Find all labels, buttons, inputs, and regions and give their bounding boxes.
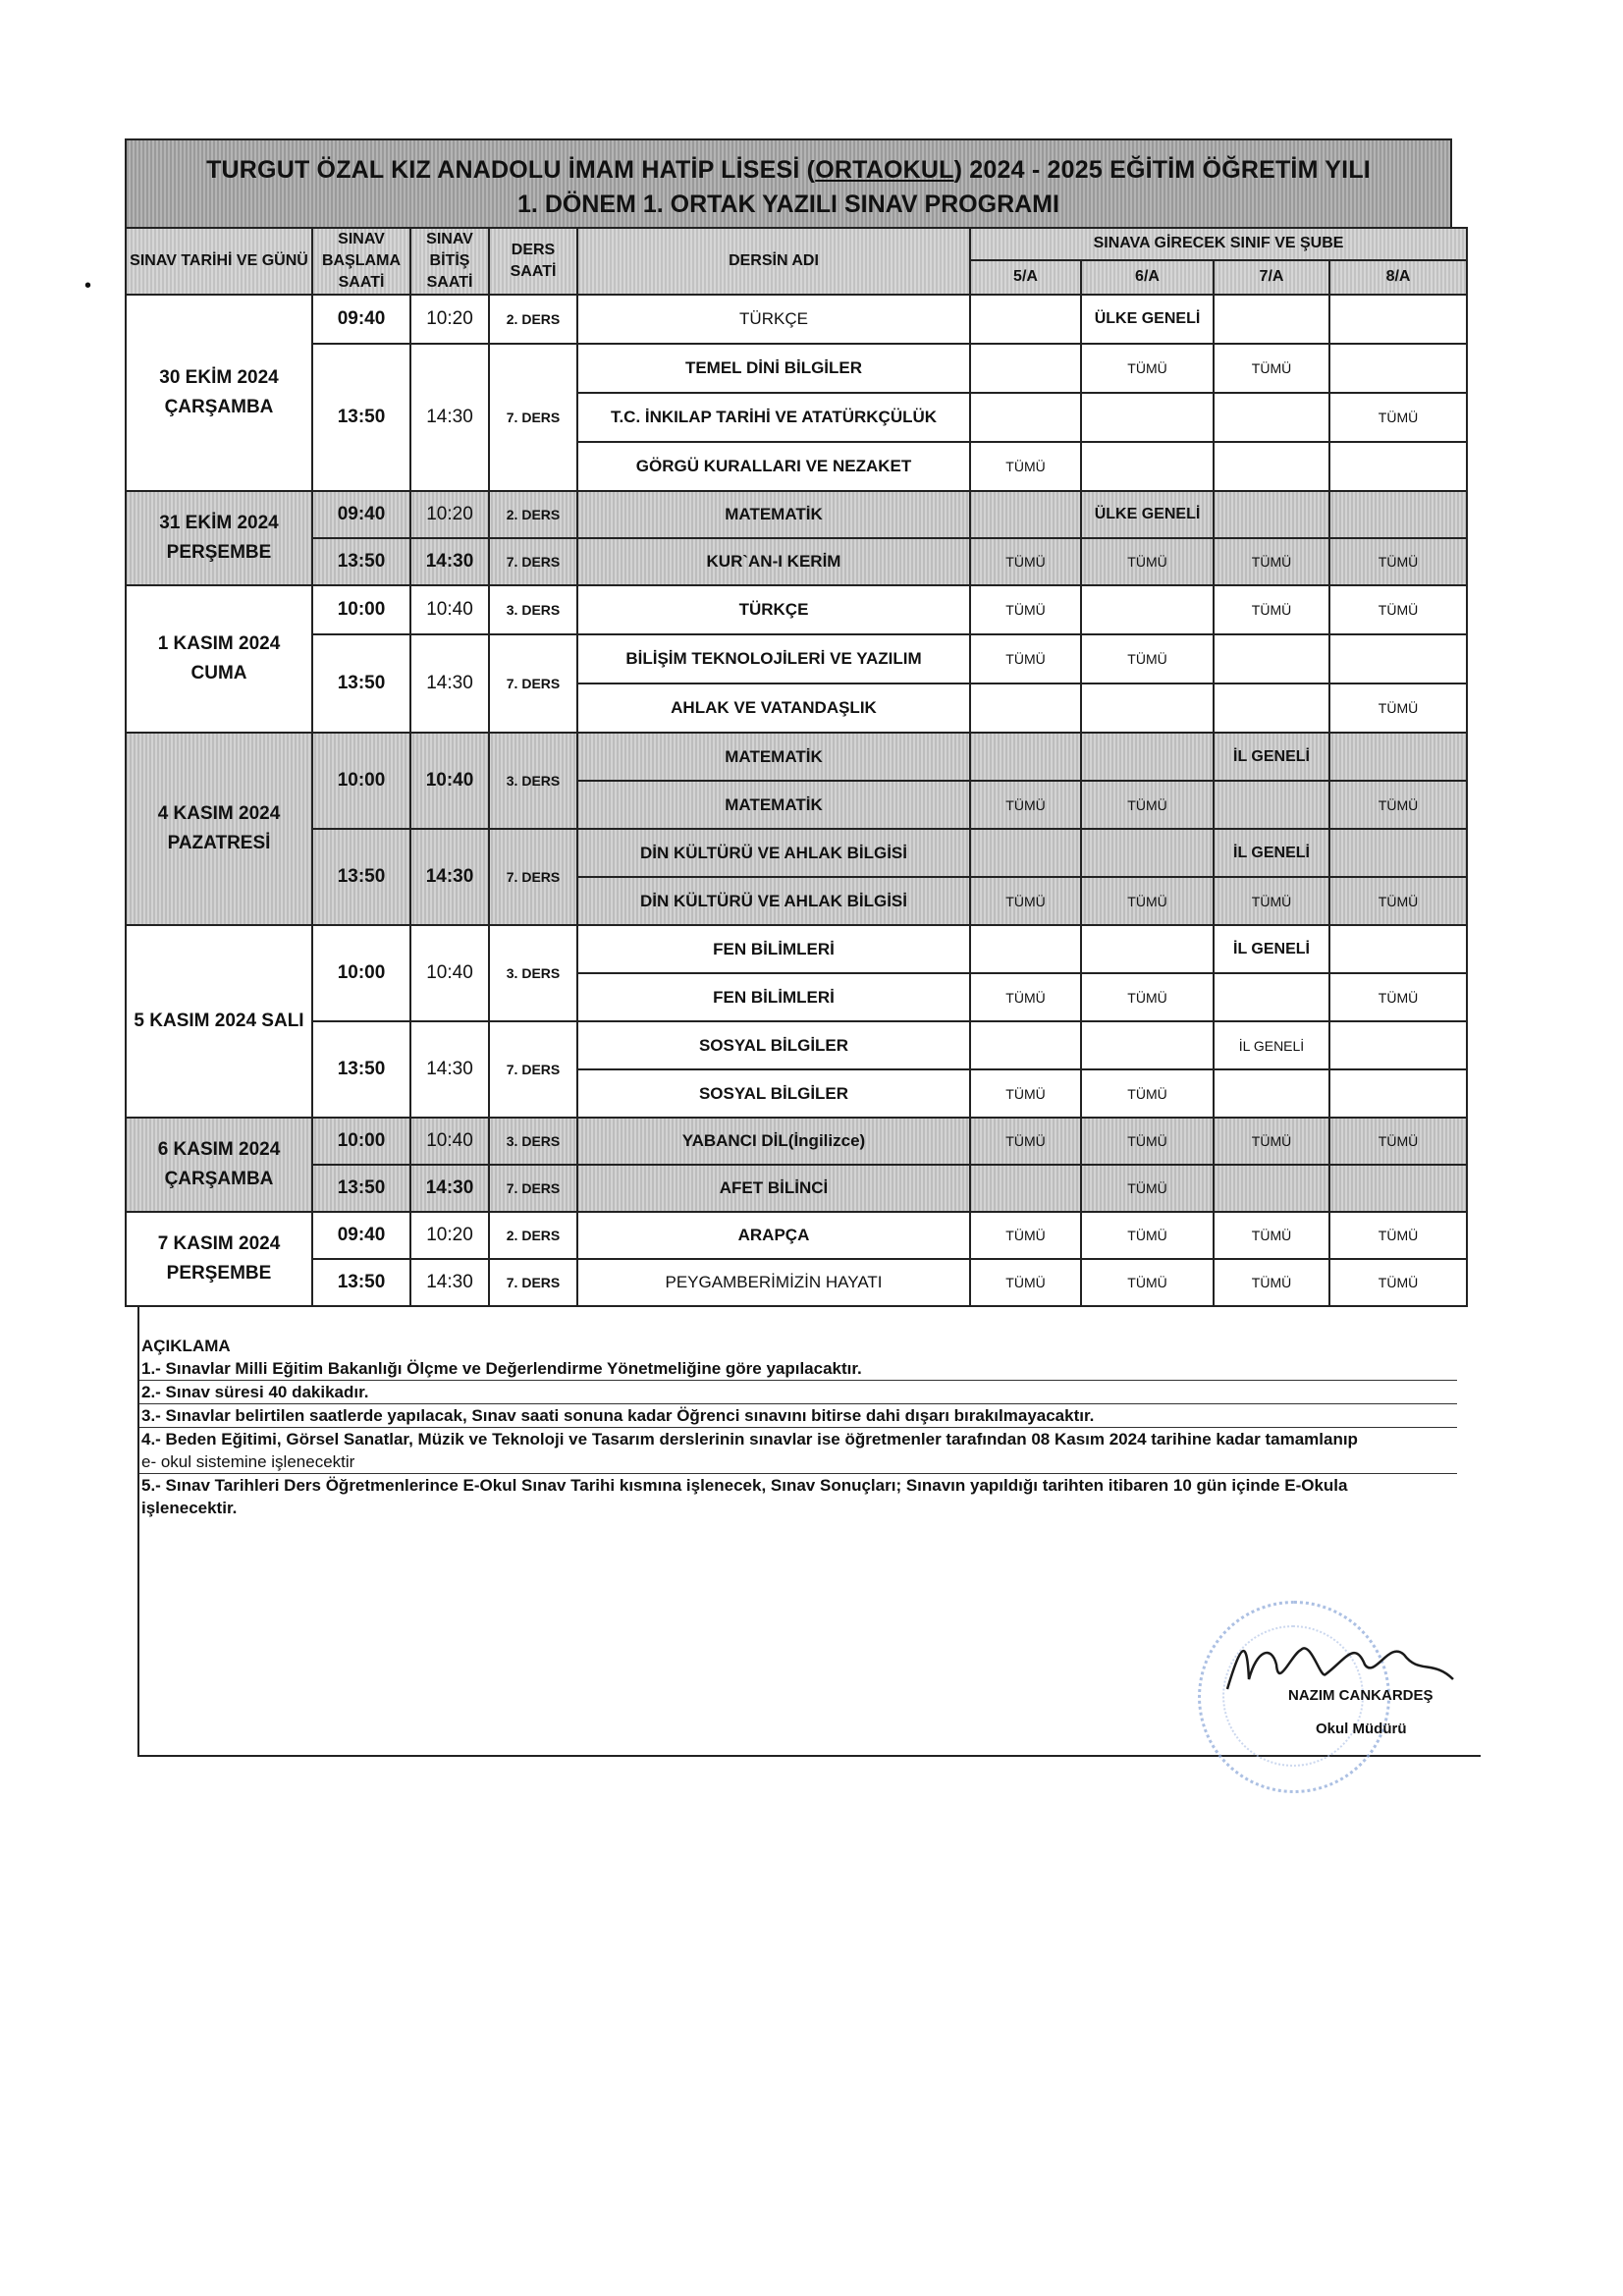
title-line-1: TURGUT ÖZAL KIZ ANADOLU İMAM HATİP LİSESİ (ORTAOKUL) 2024 - 2025 EĞİTİM ÖĞRETİM YILI (206, 156, 1371, 184)
principal-name: NAZIM CANKARDEŞ (1288, 1687, 1434, 1704)
class-cell: TÜMÜ (1214, 1118, 1329, 1165)
table-row (126, 1259, 1467, 1306)
course-name: TEMEL DİNİ BİLGİLER (577, 344, 970, 393)
class-cell: TÜMÜ (1081, 1069, 1214, 1118)
notes-heading: AÇIKLAMA (141, 1337, 231, 1355)
table-row (126, 295, 1467, 344)
class-cell: TÜMÜ (1214, 585, 1329, 634)
course-name: TÜRKÇE (577, 585, 970, 634)
header-class-8a: 8/A (1329, 260, 1467, 295)
lesson-hour: 7. DERS (489, 1021, 577, 1118)
class-cell: TÜMÜ (1329, 1259, 1467, 1306)
note-5b: işlenecektir. (141, 1499, 238, 1517)
day-cell: 30 EKİM 2024 ÇARŞAMBA (126, 295, 312, 491)
course-name: MATEMATİK (577, 733, 970, 781)
end-time: 14:30 (410, 829, 489, 925)
course-name: FEN BİLİMLERİ (577, 925, 970, 973)
class-cell: TÜMÜ (970, 1212, 1081, 1259)
class-cell: TÜMÜ (1329, 538, 1467, 585)
note-5a: 5.- Sınav Tarihleri Ders Öğretmenlerince E-Okul Sınav Tarihi kısmına işlenecek, Sınav Sonuçları; Sınavın yapıldığı tarihten itibaren 10 gün içinde E-Okula (141, 1476, 1348, 1495)
class-cell: TÜMÜ (1081, 1212, 1214, 1259)
table-row (126, 585, 1467, 634)
lesson-hour: 7. DERS (489, 538, 577, 585)
end-time: 14:30 (410, 1259, 489, 1306)
header-class-6a: 6/A (1081, 260, 1214, 295)
class-cell: TÜMÜ (970, 585, 1081, 634)
header-class-5a: 5/A (970, 260, 1081, 295)
header-date: SINAV TARİHİ VE GÜNÜ (126, 228, 312, 295)
lesson-hour: 7. DERS (489, 344, 577, 491)
class-cell: TÜMÜ (970, 781, 1081, 829)
class-cell: TÜMÜ (970, 442, 1081, 491)
day-cell: 7 KASIM 2024 PERŞEMBE (126, 1212, 312, 1306)
lesson-hour: 3. DERS (489, 1118, 577, 1165)
class-cell: TÜMÜ (970, 973, 1081, 1021)
signature-block (1178, 1591, 1473, 1807)
class-cell: TÜMÜ (1081, 344, 1214, 393)
table-row (126, 1118, 1467, 1165)
course-name: DİN KÜLTÜRÜ VE AHLAK BİLGİSİ (577, 829, 970, 877)
course-name: SOSYAL BİLGİLER (577, 1069, 970, 1118)
start-time: 10:00 (312, 1118, 410, 1165)
course-name: KUR`AN-I KERİM (577, 538, 970, 585)
note-1: 1.- Sınavlar Milli Eğitim Bakanlığı Ölçme ve Değerlendirme Yönetmeliğine göre yapılacaktır. (139, 1357, 1457, 1381)
lesson-hour: 2. DERS (489, 295, 577, 344)
class-cell: TÜMÜ (1329, 393, 1467, 442)
day-cell: 6 KASIM 2024 ÇARŞAMBA (126, 1118, 312, 1212)
class-cell: TÜMÜ (1214, 1212, 1329, 1259)
end-time: 14:30 (410, 634, 489, 733)
course-name: FEN BİLİMLERİ (577, 973, 970, 1021)
document-title (125, 138, 1452, 227)
table-row (126, 634, 1467, 683)
start-time: 13:50 (312, 829, 410, 925)
class-cell: İL GENELİ (1214, 1021, 1329, 1069)
table-row (126, 829, 1467, 877)
end-time: 10:20 (410, 295, 489, 344)
class-cell: TÜMÜ (1214, 538, 1329, 585)
table-row (126, 344, 1467, 393)
course-name: YABANCI DİL(İngilizce) (577, 1118, 970, 1165)
class-cell: TÜMÜ (1081, 877, 1214, 925)
class-cell: TÜMÜ (970, 634, 1081, 683)
start-time: 10:00 (312, 585, 410, 634)
class-cell: TÜMÜ (1329, 1212, 1467, 1259)
header-classes-group: SINAVA GİRECEK SINIF VE ŞUBE (970, 228, 1467, 260)
table-row (126, 491, 1467, 538)
start-time: 13:50 (312, 538, 410, 585)
day-cell: 31 EKİM 2024 PERŞEMBE (126, 491, 312, 585)
lesson-hour: 2. DERS (489, 1212, 577, 1259)
table-row (126, 1021, 1467, 1069)
title-line-2: 1. DÖNEM 1. ORTAK YAZILI SINAV PROGRAMI (517, 191, 1059, 218)
course-name: DİN KÜLTÜRÜ VE AHLAK BİLGİSİ (577, 877, 970, 925)
start-time: 13:50 (312, 634, 410, 733)
start-time: 13:50 (312, 1165, 410, 1212)
end-time: 10:40 (410, 733, 489, 829)
class-cell: İL GENELİ (1214, 829, 1329, 877)
class-cell: TÜMÜ (970, 877, 1081, 925)
class-cell: TÜMÜ (970, 1069, 1081, 1118)
lesson-hour: 3. DERS (489, 585, 577, 634)
header-end: SINAV BİTİŞ SAATİ (410, 228, 489, 295)
lesson-hour: 7. DERS (489, 1165, 577, 1212)
start-time: 09:40 (312, 491, 410, 538)
class-cell: TÜMÜ (1329, 585, 1467, 634)
table-row (126, 1165, 1467, 1212)
class-cell: TÜMÜ (1081, 1259, 1214, 1306)
end-time: 10:20 (410, 1212, 489, 1259)
end-time: 10:40 (410, 1118, 489, 1165)
end-time: 14:30 (410, 538, 489, 585)
course-name: T.C. İNKILAP TARİHİ VE ATATÜRKÇÜLÜK (577, 393, 970, 442)
table-row (126, 925, 1467, 973)
lesson-hour: 3. DERS (489, 733, 577, 829)
class-cell: TÜMÜ (1329, 683, 1467, 733)
end-time: 10:20 (410, 491, 489, 538)
start-time: 10:00 (312, 733, 410, 829)
course-name: SOSYAL BİLGİLER (577, 1021, 970, 1069)
lesson-hour: 3. DERS (489, 925, 577, 1021)
class-cell: TÜMÜ (970, 538, 1081, 585)
table-row (126, 1212, 1467, 1259)
class-cell: ÜLKE GENELİ (1081, 295, 1214, 344)
bullet-mark: • (84, 275, 92, 297)
class-cell: TÜMÜ (1081, 634, 1214, 683)
end-time: 10:40 (410, 925, 489, 1021)
start-time: 09:40 (312, 1212, 410, 1259)
start-time: 13:50 (312, 1021, 410, 1118)
class-cell: TÜMÜ (1214, 877, 1329, 925)
end-time: 14:30 (410, 344, 489, 491)
class-cell: ÜLKE GENELİ (1081, 491, 1214, 538)
header-start: SINAV BAŞLAMA SAATİ (312, 228, 410, 295)
class-cell: TÜMÜ (970, 1118, 1081, 1165)
schedule-table (125, 227, 1468, 1307)
note-4b: e- okul sistemine işlenecektir (139, 1450, 1457, 1474)
end-time: 14:30 (410, 1165, 489, 1212)
note-2: 2.- Sınav süresi 40 dakikadır. (139, 1381, 1457, 1404)
class-cell: TÜMÜ (1329, 781, 1467, 829)
class-cell: TÜMÜ (1329, 877, 1467, 925)
lesson-hour: 2. DERS (489, 491, 577, 538)
table-row (126, 538, 1467, 585)
class-cell: TÜMÜ (1081, 781, 1214, 829)
exam-schedule-document (125, 138, 1466, 1757)
class-cell: TÜMÜ (1081, 1118, 1214, 1165)
course-name: TÜRKÇE (577, 295, 970, 344)
note-4a: 4.- Beden Eğitimi, Görsel Sanatlar, Müzik ve Teknoloji ve Tasarım derslerinin sınavlar ise öğretmenler tarafından 08 Kasım 2024 tarihine kadar tamamlanıp (141, 1430, 1358, 1449)
start-time: 13:50 (312, 1259, 410, 1306)
lesson-hour: 7. DERS (489, 829, 577, 925)
start-time: 13:50 (312, 344, 410, 491)
note-3: 3.- Sınavlar belirtilen saatlerde yapılacak, Sınav saati sonuna kadar Öğrenci sınavını bitirse dahi dışarı bırakılmayacaktır. (139, 1404, 1457, 1428)
start-time: 10:00 (312, 925, 410, 1021)
course-name: MATEMATİK (577, 491, 970, 538)
class-cell: TÜMÜ (1214, 1259, 1329, 1306)
course-name: GÖRGÜ KURALLARI VE NEZAKET (577, 442, 970, 491)
header-class-7a: 7/A (1214, 260, 1329, 295)
course-name: AHLAK VE VATANDAŞLIK (577, 683, 970, 733)
end-time: 10:40 (410, 585, 489, 634)
course-name: MATEMATİK (577, 781, 970, 829)
class-cell: TÜMÜ (1081, 538, 1214, 585)
day-cell: 1 KASIM 2024 CUMA (126, 585, 312, 733)
class-cell: İL GENELİ (1214, 733, 1329, 781)
course-name: PEYGAMBERİMİZİN HAYATI (577, 1259, 970, 1306)
header-lesson: DERS SAATİ (489, 228, 577, 295)
start-time: 09:40 (312, 295, 410, 344)
end-time: 14:30 (410, 1021, 489, 1118)
course-name: ARAPÇA (577, 1212, 970, 1259)
class-cell: TÜMÜ (1329, 1118, 1467, 1165)
day-cell: 5 KASIM 2024 SALI (126, 925, 312, 1118)
class-cell: TÜMÜ (1214, 344, 1329, 393)
class-cell: TÜMÜ (1081, 1165, 1214, 1212)
day-cell: 4 KASIM 2024 PAZATRESİ (126, 733, 312, 925)
course-name: BİLİŞİM TEKNOLOJİLERİ VE YAZILIM (577, 634, 970, 683)
course-name: AFET BİLİNCİ (577, 1165, 970, 1212)
class-cell: TÜMÜ (970, 1259, 1081, 1306)
table-row (126, 733, 1467, 781)
class-cell: TÜMÜ (1329, 973, 1467, 1021)
class-cell: TÜMÜ (1081, 973, 1214, 1021)
principal-role: Okul Müdürü (1316, 1721, 1407, 1737)
class-cell: İL GENELİ (1214, 925, 1329, 973)
lesson-hour: 7. DERS (489, 634, 577, 733)
lesson-hour: 7. DERS (489, 1259, 577, 1306)
header-course: DERSİN ADI (577, 228, 970, 295)
